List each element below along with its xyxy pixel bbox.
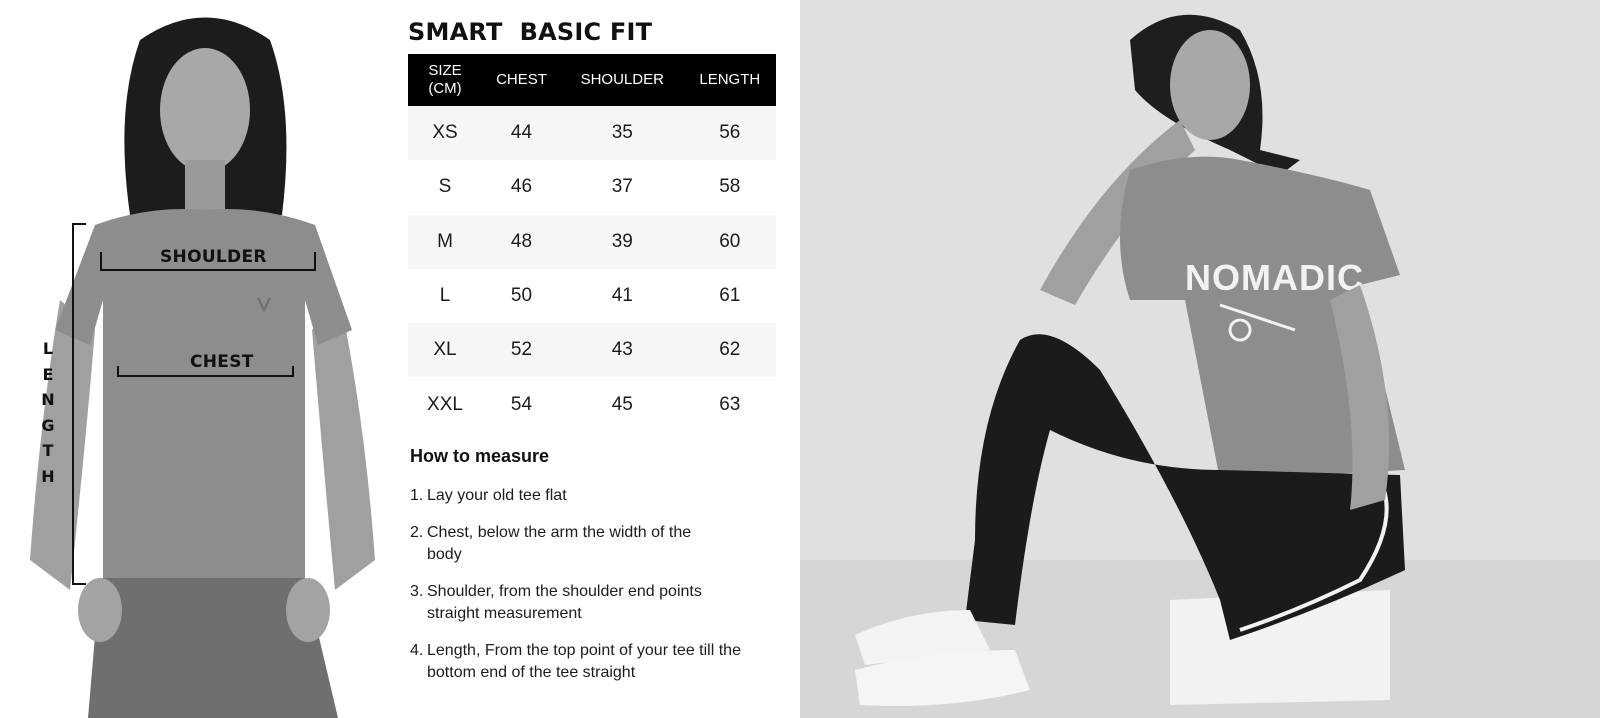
- size-chart-title: SMART BASIC FIT: [408, 18, 653, 46]
- table-row: [408, 323, 776, 377]
- cell-length: 60: [719, 230, 741, 252]
- cell-shoulder: 37: [611, 176, 633, 198]
- list-item: [410, 581, 780, 625]
- cell-length: 61: [719, 285, 741, 307]
- step-number: 1.: [410, 486, 424, 504]
- tee-print-text: NOMADIC: [1185, 257, 1364, 298]
- cell-size: M: [437, 230, 453, 252]
- cell-shoulder: 41: [611, 285, 633, 307]
- cell-shoulder: 39: [611, 230, 633, 252]
- cell-chest: 52: [510, 339, 533, 361]
- measure-steps-list: [410, 485, 780, 684]
- table-row: [408, 160, 776, 214]
- cell-size: L: [439, 285, 451, 307]
- cell-size: XXL: [427, 393, 463, 415]
- cell-size: XS: [432, 122, 458, 144]
- shoulder-label: SHOULDER: [160, 247, 267, 267]
- length-letter: N: [41, 390, 55, 409]
- cell-shoulder: 45: [611, 393, 633, 415]
- cell-length: 62: [719, 339, 741, 361]
- cell-chest: 50: [510, 285, 533, 307]
- front-model-photo: [0, 0, 400, 718]
- cell-size: XL: [433, 339, 457, 361]
- step-number: 2.: [410, 523, 424, 541]
- list-item: [410, 522, 780, 566]
- table-row: [408, 106, 776, 160]
- size-table: [408, 54, 776, 432]
- length-letter: L: [42, 339, 54, 358]
- cell-chest: 46: [510, 176, 533, 198]
- length-label: [40, 336, 56, 489]
- header-length: LENGTH: [699, 71, 761, 88]
- how-to-measure-heading: How to measure: [410, 445, 550, 466]
- cell-size: S: [438, 176, 452, 198]
- table-row: [408, 377, 776, 431]
- length-letter: E: [42, 364, 54, 384]
- step-text: Chest, below the arm the width of the body: [427, 523, 692, 563]
- seated-model-illustration: [800, 0, 1600, 718]
- header-size: SIZE (CM): [428, 62, 462, 97]
- cell-chest: 54: [510, 393, 533, 415]
- length-letter: H: [41, 466, 55, 486]
- seated-model-photo: [800, 0, 1600, 718]
- header-shoulder: SHOULDER: [580, 71, 664, 88]
- cell-length: 58: [719, 176, 741, 198]
- header-chest: CHEST: [496, 71, 547, 88]
- length-letter: T: [42, 441, 54, 460]
- step-text: Lay your old tee flat: [427, 486, 567, 504]
- list-item: [410, 485, 780, 507]
- step-text: Shoulder, from the shoulder end points straight measurement: [427, 582, 702, 622]
- cell-shoulder: 35: [611, 122, 633, 144]
- cell-chest: 44: [510, 122, 533, 144]
- cell-length: 63: [719, 393, 741, 415]
- cell-chest: 48: [510, 230, 533, 252]
- table-row: [408, 269, 776, 323]
- cell-length: 56: [719, 122, 741, 144]
- size-chart-panel: [408, 14, 780, 699]
- table-row: [408, 215, 776, 269]
- table-header-row: [408, 54, 776, 106]
- step-number: 3.: [410, 582, 424, 600]
- step-text: Length, From the top point of your tee till the bottom end of the tee straight: [427, 641, 741, 681]
- length-letter: G: [41, 415, 55, 435]
- how-to-measure-section: [408, 446, 780, 684]
- step-number: 4.: [410, 641, 424, 659]
- cell-shoulder: 43: [611, 339, 633, 361]
- list-item: [410, 640, 780, 684]
- chest-label: CHEST: [190, 352, 254, 372]
